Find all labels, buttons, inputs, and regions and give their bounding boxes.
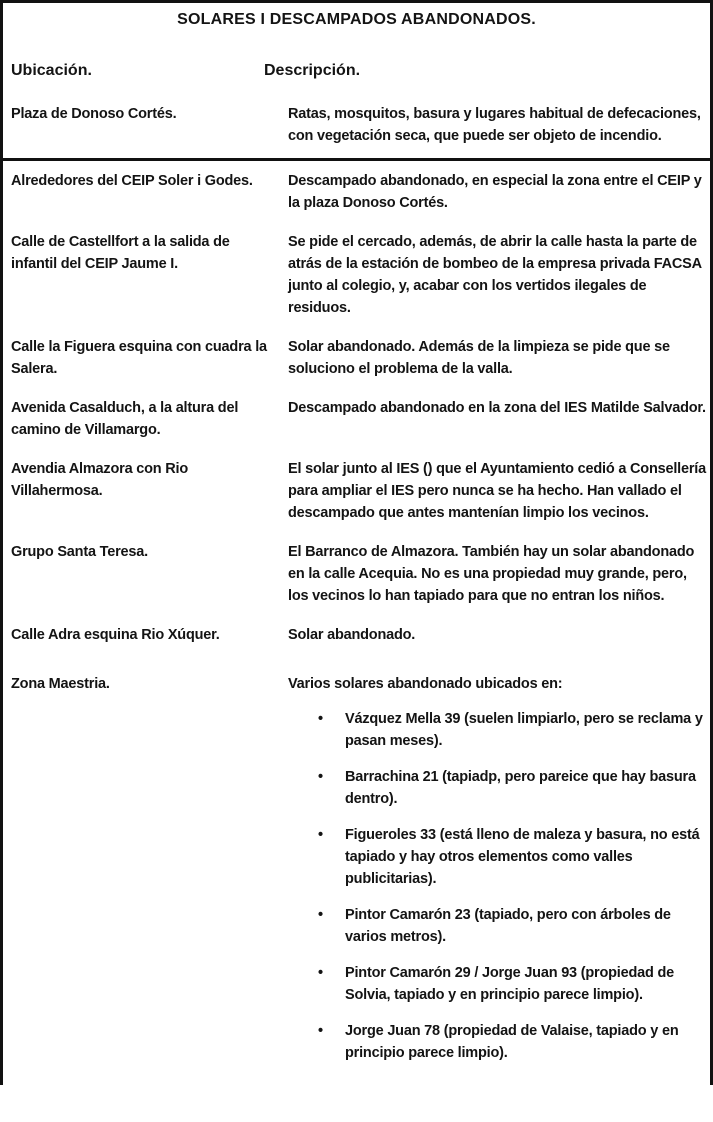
row-description: Solar abandonado. bbox=[288, 627, 416, 643]
bullet-dot-icon: • bbox=[318, 965, 323, 981]
bullet-item-text: Barrachina 21 (tapiadp, pero pareice que hay basura dentro). bbox=[345, 769, 696, 807]
table-row bbox=[3, 103, 710, 147]
bullet-item-text: Pintor Camarón 29 / Jorge Juan 93 (propiedad de Solvia, tapiado y en principio parece limpio). bbox=[345, 965, 675, 1003]
bullet-item bbox=[288, 708, 710, 752]
row-location: Plaza de Donoso Cortés. bbox=[11, 106, 177, 122]
bullet-item-text: Figueroles 33 (está lleno de maleza y basura, no está tapiado y hay otros elementos como valles publicitarias). bbox=[345, 827, 700, 887]
row-description: El solar junto al IES () que el Ayuntamiento cedió a Consellería para ampliar el IES pero nunca se ha hecho. Han vallado el descampado que antes mantenían limpio los vecinos. bbox=[288, 461, 706, 521]
table-row bbox=[3, 231, 710, 319]
table-row bbox=[3, 397, 710, 441]
table-row bbox=[3, 458, 710, 524]
row-location: Alrededores del CEIP Soler i Godes. bbox=[11, 173, 253, 189]
row-description: Descampado abandonado, en especial la zona entre el CEIP y la plaza Donoso Cortés. bbox=[288, 173, 702, 211]
row-description: Ratas, mosquitos, basura y lugares habitual de defecaciones, con vegetación seca, que puede ser objeto de incendio. bbox=[288, 106, 701, 144]
row-description: Se pide el cercado, además, de abrir la calle hasta la parte de atrás de la estación de bombeo de la empresa privada FACSA junto al colegio, y, acabar con los vertidos ilegales de residuos. bbox=[288, 234, 702, 316]
column-header-descripcion: Descripción. bbox=[264, 62, 361, 79]
row-description: Descampado abandonado en la zona del IES Matilde Salvador. bbox=[288, 400, 706, 416]
row-location: Calle de Castellfort a la salida de infantil del CEIP Jaume I. bbox=[11, 234, 230, 272]
bullet-item-text: Jorge Juan 78 (propiedad de Valaise, tapiado y en principio parece limpio). bbox=[345, 1023, 679, 1061]
row-description: El Barranco de Almazora. También hay un solar abandonado en la calle Acequia. No es una propiedad muy grande, pero, los vecinos lo han tapiado para que no entran los niños. bbox=[288, 544, 695, 604]
table-row bbox=[3, 624, 710, 646]
column-header-ubicacion: Ubicación. bbox=[11, 62, 92, 79]
bullet-dot-icon: • bbox=[318, 769, 323, 785]
row-description: Solar abandonado. Además de la limpieza se pide que se soluciono el problema de la valla. bbox=[288, 339, 670, 377]
bullet-item-text: Vázquez Mella 39 (suelen limpiarlo, pero se reclama y pasan meses). bbox=[345, 711, 703, 749]
bullet-dot-icon: • bbox=[318, 827, 323, 843]
page-title: SOLARES I DESCAMPADOS ABANDONADOS. bbox=[177, 11, 536, 28]
row-location: Zona Maestria. bbox=[11, 676, 110, 692]
bullet-item bbox=[288, 962, 710, 1006]
table-header-row bbox=[3, 60, 710, 82]
row-location: Calle Adra esquina Rio Xúquer. bbox=[11, 627, 220, 643]
table-row bbox=[3, 541, 710, 607]
row-description-intro: Varios solares abandonado ubicados en: bbox=[288, 676, 563, 692]
table-row bbox=[3, 673, 710, 1078]
bullet-dot-icon: • bbox=[318, 711, 323, 727]
row-description bbox=[283, 673, 710, 1078]
bullet-dot-icon: • bbox=[318, 907, 323, 923]
bullet-item bbox=[288, 904, 710, 948]
row-location: Avendia Almazora con Rio Villahermosa. bbox=[11, 461, 189, 499]
row-location: Calle la Figuera esquina con cuadra la Salera. bbox=[11, 339, 267, 377]
bullet-item-text: Pintor Camarón 23 (tapiado, pero con árboles de varios metros). bbox=[345, 907, 671, 945]
table-row bbox=[3, 336, 710, 380]
bullet-item bbox=[288, 766, 710, 810]
row-location: Avenida Casalduch, a la altura del camino de Villamargo. bbox=[11, 400, 239, 438]
row-divider-line bbox=[3, 158, 710, 161]
bullet-item bbox=[288, 824, 710, 890]
row-location: Grupo Santa Teresa. bbox=[11, 544, 148, 560]
bullet-item bbox=[288, 1020, 710, 1064]
bullet-list bbox=[288, 708, 710, 1064]
table-row bbox=[3, 170, 710, 214]
bullet-dot-icon: • bbox=[318, 1023, 323, 1039]
